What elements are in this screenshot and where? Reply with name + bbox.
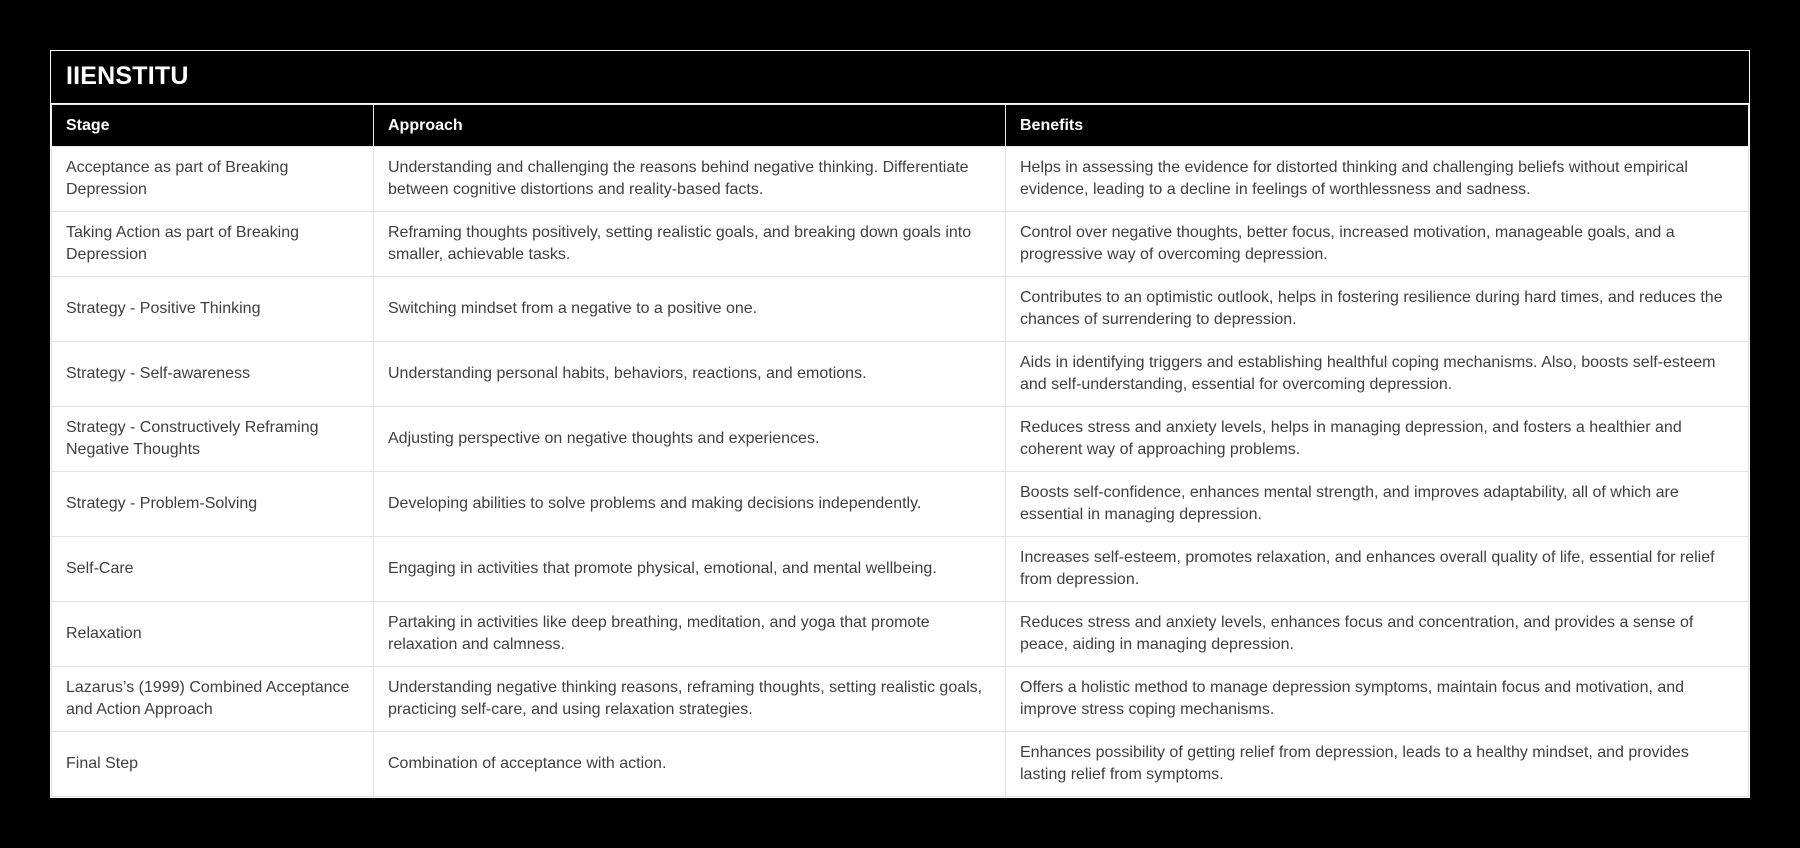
column-header-approach: Approach bbox=[374, 105, 1006, 147]
column-header-stage: Stage bbox=[52, 105, 374, 147]
cell-stage: Strategy - Constructively Reframing Negative Thoughts bbox=[52, 407, 374, 472]
table-row bbox=[52, 277, 1749, 342]
header-row bbox=[52, 105, 1749, 147]
cell-benefits: Contributes to an optimistic outlook, helps in fostering resilience during hard times, and reduces the chances of surrendering to depression. bbox=[1006, 277, 1749, 342]
table-row bbox=[52, 342, 1749, 407]
cell-stage: Acceptance as part of Breaking Depression bbox=[52, 147, 374, 212]
cell-stage: Strategy - Positive Thinking bbox=[52, 277, 374, 342]
table-row bbox=[52, 667, 1749, 732]
table-row bbox=[52, 472, 1749, 537]
cell-stage: Self-Care bbox=[52, 537, 374, 602]
cell-approach: Switching mindset from a negative to a positive one. bbox=[374, 277, 1006, 342]
table-row bbox=[52, 407, 1749, 472]
cell-approach: Partaking in activities like deep breathing, meditation, and yoga that promote relaxation and calmness. bbox=[374, 602, 1006, 667]
cell-approach: Reframing thoughts positively, setting realistic goals, and breaking down goals into smaller, achievable tasks. bbox=[374, 212, 1006, 277]
table-row bbox=[52, 212, 1749, 277]
table-row bbox=[52, 732, 1749, 797]
cell-benefits: Increases self-esteem, promotes relaxation, and enhances overall quality of life, essential for relief from depression. bbox=[1006, 537, 1749, 602]
table-body bbox=[52, 147, 1749, 797]
cell-approach: Understanding and challenging the reasons behind negative thinking. Differentiate between cognitive distortions and reality-based facts. bbox=[374, 147, 1006, 212]
cell-approach: Combination of acceptance with action. bbox=[374, 732, 1006, 797]
cell-benefits: Enhances possibility of getting relief from depression, leads to a healthy mindset, and provides lasting relief from symptoms. bbox=[1006, 732, 1749, 797]
cell-stage: Relaxation bbox=[52, 602, 374, 667]
cell-approach: Developing abilities to solve problems and making decisions independently. bbox=[374, 472, 1006, 537]
table-header bbox=[52, 105, 1749, 147]
cell-stage: Taking Action as part of Breaking Depression bbox=[52, 212, 374, 277]
table-row bbox=[52, 147, 1749, 212]
table-row bbox=[52, 602, 1749, 667]
cell-approach: Understanding personal habits, behaviors, reactions, and emotions. bbox=[374, 342, 1006, 407]
cell-benefits: Boosts self-confidence, enhances mental strength, and improves adaptability, all of which are essential in managing depression. bbox=[1006, 472, 1749, 537]
cell-benefits: Reduces stress and anxiety levels, enhances focus and concentration, and provides a sense of peace, aiding in managing depression. bbox=[1006, 602, 1749, 667]
cell-benefits: Offers a holistic method to manage depression symptoms, maintain focus and motivation, and improve stress coping mechanisms. bbox=[1006, 667, 1749, 732]
cell-benefits: Aids in identifying triggers and establishing healthful coping mechanisms. Also, boosts self-esteem and self-understanding, essential for overcoming depression. bbox=[1006, 342, 1749, 407]
cell-benefits: Helps in assessing the evidence for distorted thinking and challenging beliefs without empirical evidence, leading to a decline in feelings of worthlessness and sadness. bbox=[1006, 147, 1749, 212]
cell-benefits: Control over negative thoughts, better focus, increased motivation, manageable goals, and a progressive way of overcoming depression. bbox=[1006, 212, 1749, 277]
column-header-benefits: Benefits bbox=[1006, 105, 1749, 147]
strategies-table bbox=[51, 104, 1749, 797]
cell-approach: Engaging in activities that promote physical, emotional, and mental wellbeing. bbox=[374, 537, 1006, 602]
cell-stage: Strategy - Self-awareness bbox=[52, 342, 374, 407]
cell-approach: Understanding negative thinking reasons, reframing thoughts, setting realistic goals, practicing self-care, and using relaxation strategies. bbox=[374, 667, 1006, 732]
cell-stage: Final Step bbox=[52, 732, 374, 797]
cell-benefits: Reduces stress and anxiety levels, helps in managing depression, and fosters a healthier and coherent way of approaching problems. bbox=[1006, 407, 1749, 472]
page-title: IIENSTITU bbox=[51, 51, 1749, 104]
cell-stage: Lazarus’s (1999) Combined Acceptance and Action Approach bbox=[52, 667, 374, 732]
cell-stage: Strategy - Problem-Solving bbox=[52, 472, 374, 537]
content-card bbox=[50, 50, 1750, 798]
cell-approach: Adjusting perspective on negative thoughts and experiences. bbox=[374, 407, 1006, 472]
table-row bbox=[52, 537, 1749, 602]
